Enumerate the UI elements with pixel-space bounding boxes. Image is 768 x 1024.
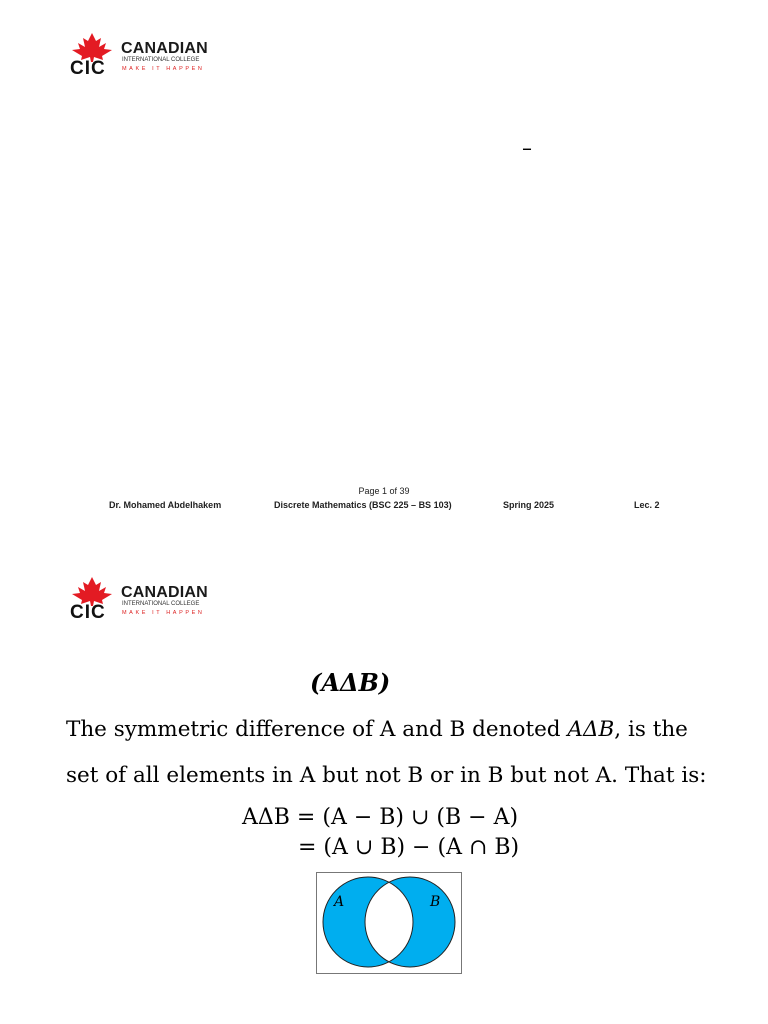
venn-label-b: B: [430, 894, 441, 910]
logo-mark: CIC: [70, 602, 106, 623]
logo-mark: CIC: [70, 58, 106, 79]
venn-diagram: [316, 872, 462, 974]
logo-subtitle: INTERNATIONAL COLLEGE: [122, 57, 200, 63]
venn-label-a: A: [334, 894, 345, 910]
logo-name: CANADIAN: [121, 40, 208, 57]
footer-lecture: Lec. 2: [634, 500, 660, 510]
footer-author: Dr. Mohamed Abdelhakem: [109, 500, 222, 510]
footer-term: Spring 2025: [503, 500, 555, 510]
paragraph-math: AΔB: [567, 717, 615, 742]
college-logo-page2: [66, 576, 216, 622]
section-heading: (AΔB): [310, 668, 391, 697]
college-logo: [66, 32, 216, 78]
page1-dash: –: [522, 136, 532, 160]
logo-name: CANADIAN: [121, 584, 208, 601]
definition-paragraph: [66, 707, 716, 799]
logo-subtitle: INTERNATIONAL COLLEGE: [122, 601, 200, 607]
equation-line-1: AΔB = (A − B) ∪ (B − A): [242, 805, 519, 830]
page-number: Page 1 of 39: [358, 486, 410, 496]
logo-tagline: MAKE IT HAPPEN: [122, 610, 205, 616]
paragraph-text-1: The symmetric difference of A and B denoted: [66, 717, 568, 742]
equation-line-2: = (A ∪ B) − (A ∩ B): [298, 835, 520, 860]
footer-course: Discrete Mathematics (BSC 225 – BS 103): [274, 500, 452, 510]
logo-tagline: MAKE IT HAPPEN: [122, 66, 205, 72]
paragraph-text-2: , is the set of all elements in A but not B or in B but not A. That is:: [66, 717, 707, 788]
